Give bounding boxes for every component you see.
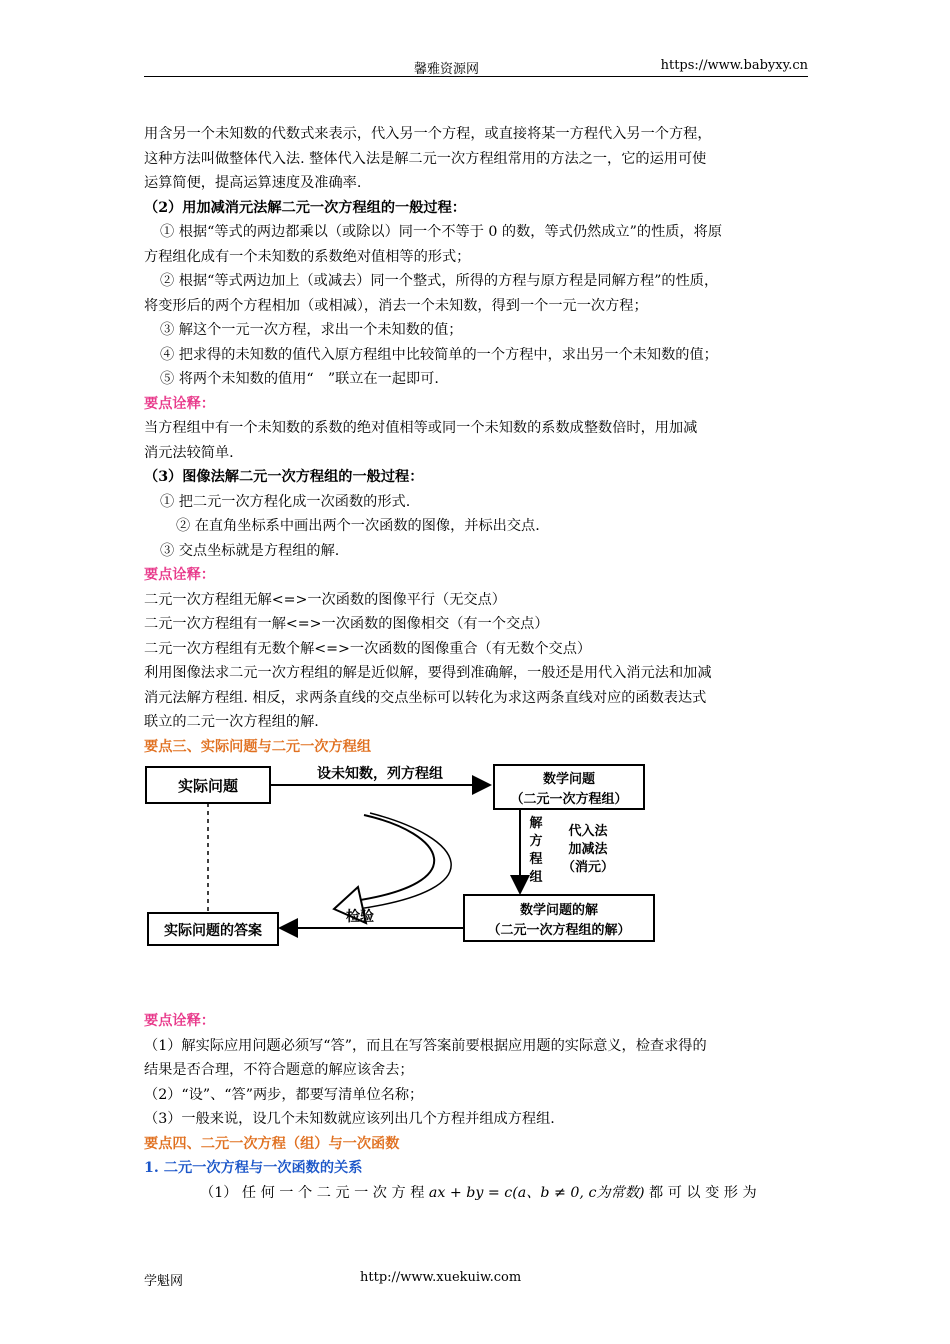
solve-char: 程 (529, 852, 543, 867)
point-3-title: 要点三、实际问题与二元一次方程组 (144, 738, 372, 755)
point-4-title: 要点四、二元一次方程（组）与一次函数 (144, 1135, 400, 1152)
note-line: 二元一次方程组无解<=>一次函数的图像平行（无交点） (144, 591, 506, 608)
equation-pre: （1） 任 何 一 个 二 元 一 次 方 程 (200, 1184, 425, 1201)
note-line: 消元法解方程组. 相反，求两条直线的交点坐标可以转化为求这两条直线对应的函数表达式 (144, 689, 707, 706)
flow-diagram-svg (144, 763, 808, 1001)
step-5: ⑤ 将两个未知数的值用“ ”联立在一起即可. (160, 371, 439, 387)
step-1-line: ① 根据“等式的两边都乘以（或除以）同一个不等于 0 的数，等式仍然成立”的性质，将原 (160, 224, 723, 240)
solve-char: 方 (529, 834, 543, 849)
paragraph-line: 这种方法叫做整体代入法. 整体代入法是解二元一次方程组常用的方法之一，它的运用可使 (144, 150, 707, 167)
flow-diagram (144, 763, 808, 1001)
method-label: 代入法 (568, 824, 608, 839)
header-url[interactable]: https://www.babyxy.cn (660, 58, 808, 73)
box-math-solution-title: 数学问题的解 (519, 903, 599, 918)
section-2-title: （2）用加减消元法解二元一次方程组的一般过程： (144, 199, 466, 216)
solve-char: 组 (529, 870, 543, 885)
section-3-title: （3）图像法解二元一次方程组的一般过程： (144, 469, 424, 485)
footer-site: 学魁网 (144, 1274, 184, 1289)
solve-char: 解 (529, 816, 543, 831)
step-1-line: 方程组化成有一个未知数的系数绝对值相等的形式； (144, 248, 471, 265)
note-line: 联立的二元一次方程组的解. (144, 714, 319, 730)
page-header (144, 56, 808, 77)
arrow-setup-label: 设未知数，列方程组 (317, 766, 443, 782)
note-line: 二元一次方程组有无数个解<=>一次函数的图像重合（有无数个交点） (144, 640, 592, 657)
step-4: ④ 把求得的未知数的值代入原方程组中比较简单的一个方程中，求出另一个未知数的值； (160, 346, 718, 363)
method-label: （消元） (561, 860, 615, 875)
paragraph-line: 运算简便，提高运算速度及准确率. (144, 175, 362, 191)
note-line: 当方程组中有一个未知数的系数的绝对值相等或同一个未知数的系数成整数倍时，用加减 (144, 420, 698, 436)
note-label: 要点诠释： (144, 567, 215, 583)
note-line: 二元一次方程组有一解<=>一次函数的图像相交（有一个交点） (144, 616, 549, 632)
equation-post: 都 可 以 变 形 为 (649, 1184, 757, 1201)
box-math-problem-title: 数学问题 (542, 772, 596, 787)
note-line: （3）一般来说，设几个未知数就应该列出几个方程并组成方程组. (144, 1111, 555, 1127)
box-real-answer-label: 实际问题的答案 (164, 923, 262, 939)
note-line: （2）“设”、“答”两步，都要写清单位名称； (144, 1086, 424, 1103)
step-2-line: 将变形后的两个方程相加（或相减），消去一个未知数，得到一个一元一次方程； (144, 297, 648, 314)
header-site-name: 馨雅资源网 (414, 62, 480, 77)
subsection-1-title: 1. 二元一次方程与一次函数的关系 (144, 1160, 363, 1176)
paragraph-line: 用含另一个未知数的代数式来表示，代入另一个方程，或直接将某一方程代入另一个方程， (144, 126, 712, 142)
note-line: 消元法较简单. (144, 444, 234, 461)
note-line: 结果是否合理，不符合题意的解应该舍去； (144, 1062, 414, 1078)
note-label: 要点诠释： (144, 1013, 215, 1029)
box-math-solution-sub: （二元一次方程组的解） (487, 923, 631, 938)
curved-arrow-outline (358, 813, 451, 909)
box-real-problem-label: 实际问题 (177, 777, 239, 795)
note-line: 利用图像法求二元一次方程组的解是近似解，要得到准确解，一般还是用代入消元法和加减 (144, 665, 712, 681)
step-2-line: ② 根据“等式两边加上（或减去）同一个整式，所得的方程与原方程是同解方程”的性质， (160, 273, 719, 289)
curved-arrow (354, 815, 434, 901)
method-label: 加减法 (568, 842, 608, 857)
document-body (144, 122, 808, 1205)
page-footer (144, 1270, 808, 1289)
note-line: （1）解实际应用问题必须写“答”，而且在写答案前要根据应用题的实际意义，检查求得的 (144, 1037, 707, 1054)
graph-step-2: ② 在直角坐标系中画出两个一次函数的图像，并标出交点. (176, 518, 540, 534)
step-3: ③ 解这个一元一次方程，求出一个未知数的值； (160, 322, 463, 338)
graph-step-3: ③ 交点坐标就是方程组的解. (160, 542, 340, 559)
graph-step-1: ① 把二元一次方程化成一次函数的形式. (160, 493, 411, 510)
note-label: 要点诠释： (144, 395, 215, 412)
footer-url[interactable]: http://www.xuekuiw.com (360, 1270, 522, 1285)
equation-line (144, 1181, 808, 1206)
equation: ax + by = c(a、b ≠ 0, c为常数) (428, 1184, 645, 1201)
box-math-problem-sub: （二元一次方程组） (510, 792, 628, 807)
arrow-check-label: 检验 (346, 909, 374, 925)
